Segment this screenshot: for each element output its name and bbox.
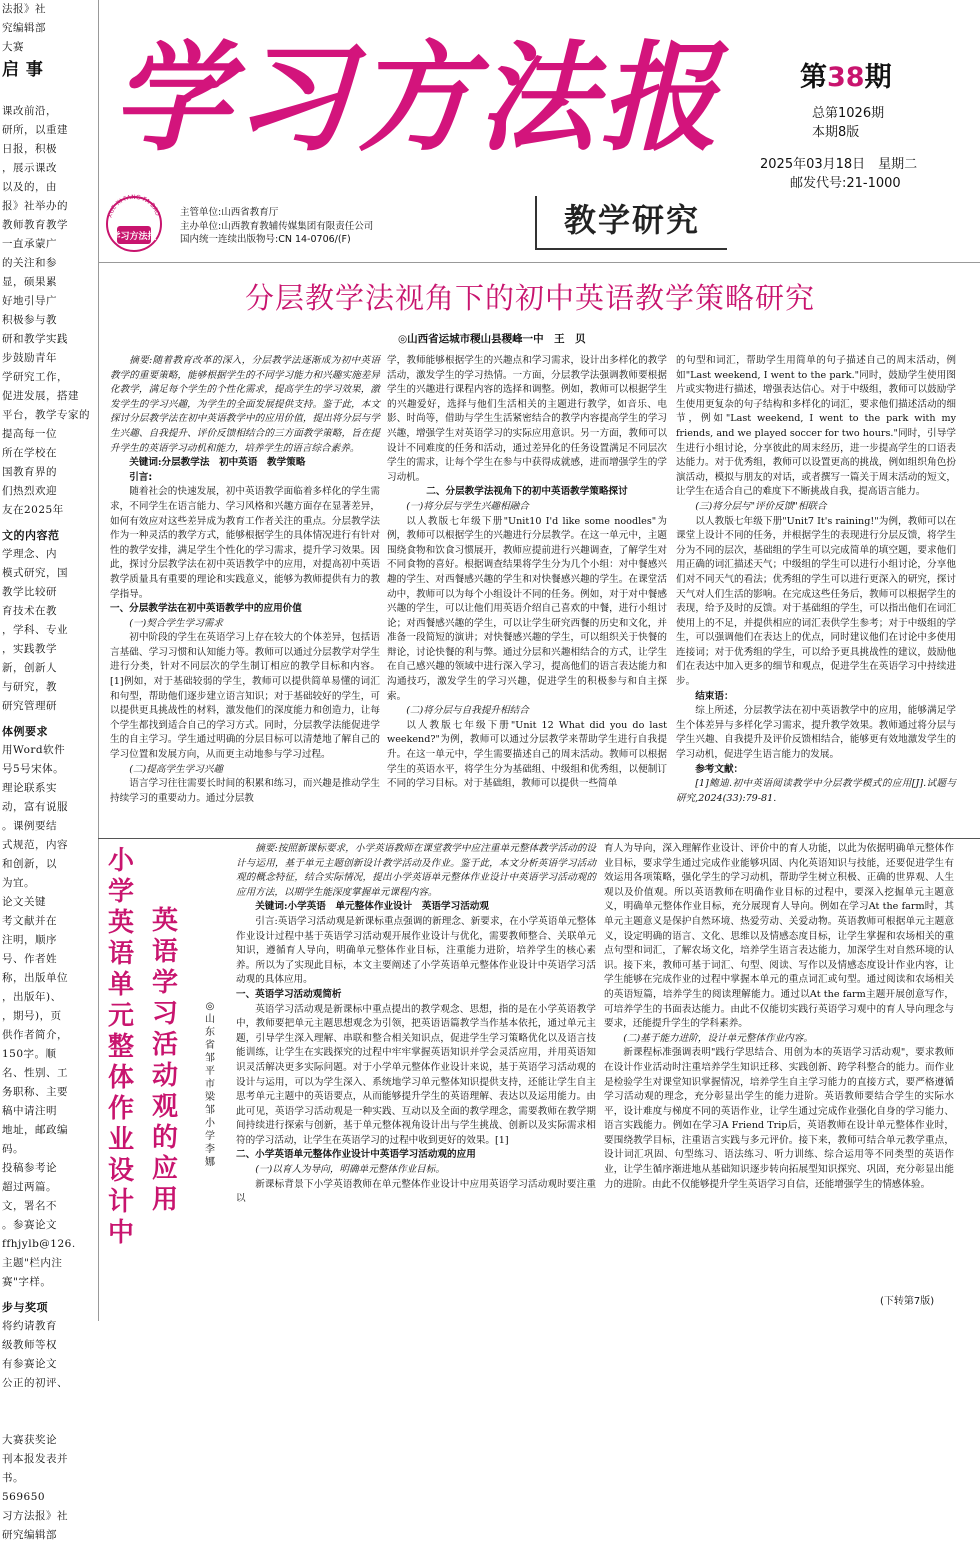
sidebar-line: 注明，顺序 xyxy=(2,934,57,946)
sidebar-line: 号5号宋体。 xyxy=(2,763,65,775)
logo-mark: 学习方法报 xyxy=(111,232,157,242)
sidebar-line: 习方法报》社 xyxy=(2,1510,68,1522)
sidebar-line: 积极参与教 xyxy=(2,314,57,326)
article2-section2-heading: 二、小学英语单元整体作业设计中英语学习活动观的应用 xyxy=(236,1149,476,1161)
sidebar-line: 称，出版单位 xyxy=(2,972,68,984)
sidebar-line: 研所，以重建 xyxy=(2,124,68,136)
sidebar-line: 用Word软件 xyxy=(2,744,66,756)
article1-intro: 随着社会的快速发展，初中英语教学面临着多样化的学生需求，不同学生在语言能力、学习风格和兴趣方面存在显著差异，如何有效应对这些差异成为教育工作者关注的重点。分层教学法作为一种灵活的教学方式，能够根据学生的具体情况进行有针对性的教学安排，满足学生个性化的学习需求，提升学习效果。因此，探讨分层教学法在初中英语教学中的应用，对提高初中英语教学质量具有重要的理论和实践意义，能够为教师提供有力的教学指导。 xyxy=(110,486,380,600)
sidebar-line: 日报，积极 xyxy=(2,143,57,155)
sidebar-line: 号、作者姓 xyxy=(2,953,57,965)
serial-number: 国内统一连续出版物号:CN 14-0706/(F) xyxy=(180,234,351,245)
sidebar-line: 名、性别、工 xyxy=(2,1067,68,1079)
article2-section2b-heading: (二)基于能力进阶，设计单元整体作业内容。 xyxy=(623,1032,813,1044)
article2-title-line-1: 小学英语单元整体作业设计中 xyxy=(107,846,134,1248)
article1-paragraph: 学，教师能够根据学生的兴趣点和学习需求，设计出多样化的教学活动，激发学生的学习热情。一方面，分层教学法强调教师要根据学生的兴趣进行课程内容的选择和调整。例如，教师可以根据学生的兴趣爱好，选择与他们生活相关的主题进行教学，如音乐、电影、时尚等，借助与学生生活紧密结合的教学内容提高学生的学习兴趣，增强学生对英语学习的实际应用意识。另一方面，教师可以设计不同难度的任务和活动，通过差异化的任务设置满足不同层次学生的需求，让每个学生在参与中获得成就感，进而增强学生的学习动机。 xyxy=(387,355,667,483)
edition-count: 本期8版 xyxy=(812,125,860,140)
article2-section2a-heading: (一)以育人为导向，明确单元整体作业目标。 xyxy=(255,1164,445,1176)
sidebar-line: 国教育界的 xyxy=(2,466,57,478)
sidebar-line: 。课例要结 xyxy=(2,820,57,832)
sidebar-line xyxy=(2,1412,98,1431)
article1-paragraph: 的句型和词汇，帮助学生用简单的句子描述自己的周末活动，例如"Last weekend, I went to the park."同时，鼓励学生使用图片或实物进行描述，增强表达信心。对于中级组，教师可以鼓励学生使用更复杂的句子结构和多样化的词汇，要求他们描述活动的细节，例如"Last weekend, I went to the park with my friends, and we played soccer for two hours."同时，引导学生进行小组讨论，分享彼此的周末经历，进一步提高学生的口语表达能力。对于优秀组，教师可以设置更高的挑战，例如组织角色扮演活动，模拟与朋友的对话，或者撰写一篇关于周末活动的短文，让学生在适合自己的难度下不断挑战自我，提高语言能力。 xyxy=(676,355,956,498)
sidebar-line: 刊本报发表并 xyxy=(2,1453,68,1465)
sidebar-line: 地址，邮政编 xyxy=(2,1124,68,1136)
sidebar-line: 研和教学实践 xyxy=(2,333,68,345)
article2-abstract: 摘要:按照新课标要求，小学英语教师在课堂教学中应注重单元整体教学活动的设计与运用，基于单元主题创新设计教学活动及作业。鉴于此，本文分析英语学习活动观的概念特征，结合实际情况，提出小学英语单元整体作业设计中英语学习活动观的应用方法，以期学生能深度掌握单元课程内容。 xyxy=(236,843,596,898)
sidebar-line: 公正的初评、 xyxy=(2,1377,68,1389)
article1-paragraph: 以人教版七年级下册"Unit10 I'd like some noodles"为例，教师可以根据学生的兴趣进行分层教学。在这一单元中，主题围绕食物和饮食习惯展开，教师应提前进行兴趣调查，了解学生对不同食物的喜好。根据调查结果将学生分为几个小组：对中餐感兴趣的学生、对西餐感兴趣的学生和对快餐感兴趣的学生。在课堂活动中，教师可以为每个小组设计不同的任务。例如，对于对中餐感兴趣的学生，可以让他们用英语介绍自己喜欢的中餐，进行小组讨论；对西餐感兴趣的学生，可以让学生研究西餐的历史和文化，并准备一段简短的演讲；对快餐感兴趣的学生，可以组织关于快餐的辩论，讨论快餐的利与弊。通过分层和兴趣相结合的方式，让学生在自己感兴趣的领域中进行深入学习，提高他们的语言表达能力和沟通技巧，激发学生的学习兴趣，促进学生的积极参与和自主探索。 xyxy=(387,515,667,702)
sidebar-line: ffhjylb@126. xyxy=(2,1238,76,1250)
article1-conclusion-heading: 结束语： xyxy=(695,690,734,702)
sidebar-line: 研究编辑部 xyxy=(2,1529,57,1541)
article1-intro-heading: 引言: xyxy=(129,471,153,483)
sidebar-line: 学理念、内 xyxy=(2,548,57,560)
sidebar-line: 投稿参考论 xyxy=(2,1162,57,1174)
sidebar-line: 级教师等权 xyxy=(2,1339,57,1351)
sidebar-line: 论文关键 xyxy=(2,896,46,908)
sidebar-line: 教师教育教学 xyxy=(2,219,68,231)
continued-notice: (下转第7版) xyxy=(880,1296,935,1307)
sidebar-line: 考文献并在 xyxy=(2,915,57,927)
total-issue: 总第1026期 xyxy=(812,106,885,121)
sidebar-line: 所在学校在 xyxy=(2,447,57,459)
section-banner xyxy=(535,196,727,250)
sidebar-line: 究编辑部 xyxy=(2,22,46,34)
sidebar-line: 超过两篇。 xyxy=(2,1181,57,1193)
date-info xyxy=(760,155,970,193)
sidebar-line: 主题"栏内注 xyxy=(2,1257,63,1269)
article1-keywords: 关键词:分层教学法 初中英语 教学策略 xyxy=(129,457,306,469)
issue-info xyxy=(800,60,970,142)
sidebar-line: 理论联系实 xyxy=(2,782,57,794)
sidebar-line: 码。 xyxy=(2,1143,24,1155)
sidebar-line: ，出版年)、 xyxy=(2,991,62,1003)
sidebar-line: 育技术在教 xyxy=(2,605,57,617)
article1-abstract: 摘要:随着教育改革的深入，分层教学法逐渐成为初中英语教学的重要策略，能够根据学生的不同学习能力和兴趣实施差异化教学，满足每个学生的个性化需求，提高学生的学习效果，激发学生的学习兴趣，为学生的全面发展提供支持。鉴于此，本文探讨分层教学法在初中英语教学中的应用价值，提出将分层与学生兴趣、自我提升、评价反馈相结合的三方面教学策略，旨在提升学生的英语学习动机和能力，培养学生的语言综合素养。 xyxy=(110,355,380,454)
sidebar-heading: 文的内容范 xyxy=(2,529,60,542)
article1-section2a-heading: (一)将分层与学生兴趣相融合 xyxy=(406,500,529,512)
sidebar-notice-title: 启 事 xyxy=(2,60,44,80)
logo-arc-text: XUE XI FANG FA BAO xyxy=(106,193,162,219)
sidebar-line: 的关注和参 xyxy=(2,257,57,269)
sidebar-line: 提高每一位 xyxy=(2,428,57,440)
sidebar-line: 模式研究，国 xyxy=(2,567,68,579)
sidebar-line: 式规范，内容 xyxy=(2,839,68,851)
sponsor-line-1: 主管单位:山西省教育厅 xyxy=(180,207,279,218)
sponsor-line-2: 主办单位:山西教育教辅传媒集团有限责任公司 xyxy=(180,220,374,232)
article1-references-heading: 参考文献： xyxy=(695,763,744,775)
article1-paragraph: 语言学习往往需要长时间的积累和练习，而兴趣是推动学生持续学习的重要动力。通过分层教 xyxy=(110,778,380,804)
sidebar-line: 教学比较研 xyxy=(2,586,57,598)
sidebar-line: 好地引导广 xyxy=(2,295,57,307)
sidebar-line: 友在2025年 xyxy=(2,504,64,516)
article2-paragraph: 育人为导向，深入理解作业设计、评价中的育人功能，以此为依据明确单元整体作业目标，要求学生通过完成作业能够巩固、内化英语知识与技能，还要促进学生有效运用各项策略，强化学生的学习动机，帮助学生树立积极、正确的世界观、人生观以及价值观。所以英语教师在明确作业目标的过程中，要深入挖掘单元主题意义，明确单元整体作业目标，充分展现育人导向。例如在学习At the farm时，其单元主题意义是保护自然环境、热爱劳动、关爱动物。英语教师可根据单元主题意义，设定明确的语言、文化、思维以及情感态度目标，让学生掌握和农场相关的重点句型和词汇，了解农场文化，培养学生语言表达能力，加深学生对自然环境的认识。接下来，教师可基于词汇、句型、阅读、写作以及情感态度设计作业内容，让学生能够在完成作业的过程中掌握本单元的重点词汇或句型。通过阅读和农场相关的英语短篇，培养学生的阅读理解能力。通过以At the farm主题开展创意写作，可培养学生的书面表达能力。由此不仅能切实践行英语学习观中的育人导向理念与要求，还能提升学生的学科素养。 xyxy=(604,843,954,1030)
sidebar-line: 一直承蒙广 xyxy=(2,238,57,250)
sidebar-heading: 体例要求 xyxy=(2,725,48,738)
issue-date: 2025年03月18日 星期二 xyxy=(760,157,918,172)
article1-section2c-heading: (三)将分层与"评价反馈"相联合 xyxy=(695,500,827,512)
sidebar-line: 569650 xyxy=(2,1491,46,1503)
sidebar-line: ，学科、专业 xyxy=(2,624,68,636)
sidebar-line: 以及的，由 xyxy=(2,181,57,193)
sidebar-line: 150字。顺 xyxy=(2,1048,57,1060)
sidebar-line: 供作者简介， xyxy=(2,1029,68,1041)
sidebar-line: ，展示课改 xyxy=(2,162,57,174)
sidebar-line: 和创新，以 xyxy=(2,858,57,870)
article1-column-3 xyxy=(676,354,956,838)
sidebar-line: ，实践教学 xyxy=(2,643,57,655)
article2-column-1 xyxy=(236,842,596,1290)
section-name: 教学研究 xyxy=(563,201,700,239)
article1-section1b-heading: (二)提高学生学习兴趣 xyxy=(129,763,224,775)
newspaper-logo xyxy=(105,188,163,256)
sidebar-line: 学研究工作， xyxy=(2,371,68,383)
article1-section2-heading: 二、分层教学法视角下的初中英语教学策略探讨 xyxy=(426,486,628,498)
sidebar-line: 们热烈欢迎 xyxy=(2,485,57,497)
masthead-divider xyxy=(98,262,980,263)
sidebar-line: 课改前沿， xyxy=(2,105,57,117)
sidebar-line: 稿中请注明 xyxy=(2,1105,57,1117)
newspaper-title: 学习方法报 xyxy=(112,28,723,167)
article1-reference: [1]鲍迪.初中英语阅读教学中分层教学模式的应用[J].试题与研究,2024(33):79-81. xyxy=(676,778,956,804)
left-adjacent-column xyxy=(0,0,99,1541)
article1-paragraph: 初中阶段的学生在英语学习上存在较大的个体差异，包括语言基础、学习习惯和认知能力等。教师可以通过分层教学对学生进行分类，针对不同层次的学生制订相应的教学目标和内容。[1]例如，对于基础较弱的学生，教师可以提供简单易懂的词汇和句型，帮助他们逐步建立语言知识；对于基础较好的学生，可以提供更具挑战性的材料，激发他们的深度能力和创造力，让每个学生都找到适合自己的学习方式。同时，分层教学法能促进学生的自主学习。学生通过明确的分层目标可以清楚地了解自己的学习位置和发展方向，从而更主动地参与学习过程。 xyxy=(110,632,380,761)
article2-paragraph: 新课标背景下小学英语教师在单元整体作业设计中应用英语学习活动观时要注重以 xyxy=(236,1178,596,1205)
article1-paragraph: 以人教版七年级下册"Unit 12 What did you do last weekend?"为例，教师可以通过分层教学来帮助学生进行自我提升。在这一单元中，学生需要描述自己的周末活动。教师可以根据学生的英语水平，将学生分为基础组、中级组和优秀组，以便制订不同的学习目标。对于基础组，教师可以提供一些简单 xyxy=(387,719,667,790)
article1-section2b-heading: (二)将分层与自我提升相结合 xyxy=(406,705,529,717)
article2-title-line-2: 英语学习活动观的应用 xyxy=(151,906,178,1215)
article1-section1-heading: 一、分层教学法在初中英语教学中的应用价值 xyxy=(110,603,302,615)
sidebar-line: 大赛 xyxy=(2,41,24,53)
sidebar-line xyxy=(2,1393,98,1412)
sidebar-line: 大赛获奖论 xyxy=(2,1434,57,1446)
sidebar-line: 显，硕果累 xyxy=(2,276,57,288)
sidebar-line: ，期号)，页 xyxy=(2,1010,62,1022)
article2-intro: 引言:英语学习活动观是新课标重点强调的新理念、新要求，在小学英语单元整体作业设计过程中基于英语学习活动观开展作业设计与优化，需要教师整合、关联单元知识，遵循育人导向，明确单元整体作业目标，注重能力进阶，培养学生的核心素养。所以为了实现此目标，本文主要阐述了小学英语单元整体作业设计中英语学习活动观的具体应用。 xyxy=(236,915,596,986)
article1-section1a-heading: (一)契合学生学习需求 xyxy=(129,617,224,629)
sponsor-info xyxy=(180,206,373,247)
article2-keywords: 关键词:小学英语 单元整体作业设计 英语学习活动观 xyxy=(255,901,489,913)
sidebar-line: 步鼓励青年 xyxy=(2,352,57,364)
postal-code: 邮发代号:21-1000 xyxy=(790,176,901,191)
sidebar-line: 文，署名不 xyxy=(2,1200,57,1212)
sidebar-line: 促进发展，搭建 xyxy=(2,390,79,402)
sidebar-line: 平台，教学专家的 xyxy=(2,409,90,421)
sidebar-line: 动，富有说服 xyxy=(2,801,68,813)
sidebar-line xyxy=(2,83,98,102)
article1-paragraph: 以人教版七年级下册"Unit7 It's raining!"为例，教师可以在课堂上设计不同的任务，并根据学生的表现进行分层反馈，将学生分为不同的层次，基础组的学生可以完成简单的填空题，要求他们用正确的词汇描述天气；中级组的学生可以进行小组讨论，分享他们对不同天气的看法；优秀组的学生可以进行更深入的研究，探讨天气对人们生活的影响。在完成这些任务后，教师可以根据学生的表现，给予及时的反馈。对于基础组的学生，可以指出他们在词汇使用上的不足，并提供相应的词汇表供学生参考；对于中级组的学生，可以强调他们在表达上的优点，同时建议他们在讨论中多使用连接词；对于优秀组的学生，可以给予更具挑战性的建议，鼓励他们在表达中加入更多的细节和观点，促进学生在英语学习中持续进步。 xyxy=(676,515,956,688)
article1-headline: 分层教学法视角下的初中英语教学策略研究 xyxy=(244,281,815,315)
article1-byline: ◎山西省运城市稷山县稷峰一中 王 贝 xyxy=(398,333,586,345)
article2-paragraph: 新课程标准强调表明"践行学思结合、用创为本的英语学习活动观"，要求教师在设计作业活动时注重培养学生知识迁移、实践创新、跨学科整合的能力。而作业是检验学生对课堂知识掌握情况，培养学生自主学习能力的直接方式，要严格遵循学习活动观的理念，充分彰显出学生的能力进阶。英语教师要结合学生的实际水平，设计难度与梯度不同的英语作业，让学生通过完成作业强化自身的学习能力、语言实践能力。例如在学习A Friend Trip后，英语教师在设计单元整体作业时，要围绕教学目标，注重语言实践与多元评价。接下来，教师可结合单元教学重点，设计词汇巩固、句型练习、语法练习、听力训练、综合运用等不同类型的英语作业，让学生循序渐进地从基础知识逐步转向拓展型知识探究、巩固，充分彰显出能力的进阶。由此不仅能够提升学生英语学习自信，还能增强学生的情感体验。 xyxy=(604,1047,954,1190)
sidebar-line: 。参赛论文 xyxy=(2,1219,57,1231)
sidebar-heading: 步与奖项 xyxy=(2,1301,48,1314)
sidebar-line: 赛"字样。 xyxy=(2,1276,52,1288)
article2-column-2 xyxy=(604,842,954,1290)
article2-paragraph: 英语学习活动观是新课标中重点提出的教学观念、思想，指的是在小学英语教学中，教师要把单元主题思想观念为引领，把英语语篇教学当作基本依托，通过单元主题，引导学生深入理解、串联和整合相关知识点，促进学生学习策略优化以及语言技能训练，让学生在实践探究的过程中牢牢掌握英语知识并学会灵活应用，并用英语知识灵活解决更多实际问题。对于小学单元整体作业设计来说，基于英语学习活动观的设计与运用，可以为学生深入、系统地学习单元整体知识提供支持，还能让学生自主思考单元主题中的英语要点，从而能够提升学生的英语理解、表达以及运用能力。由此可见，英语学习活动观是一种实践、互动以及全面的教学理念，需要教师在教学期间持续进行探索与创新，基于单元整体视角设计出与学生挑战、创新以及实际需求相符的学习活动，让学生在英语学习的过程中收到更好的效果。[1] xyxy=(236,1003,596,1146)
sidebar-line: 法报》社 xyxy=(2,3,46,15)
sidebar-line: 将约请教育 xyxy=(2,1320,57,1332)
sidebar-line: 研究管理研 xyxy=(2,700,57,712)
sidebar-line: 与研究，教 xyxy=(2,681,57,693)
sidebar-line: 务职称、主要 xyxy=(2,1086,68,1098)
sidebar-line: 为宜。 xyxy=(2,877,35,889)
article-divider xyxy=(98,838,980,839)
sidebar-line: 新，创新人 xyxy=(2,662,57,674)
article2-section1-heading: 一、英语学习活动观简析 xyxy=(236,988,342,1000)
sidebar-line: 书。 xyxy=(2,1472,24,1484)
article1-conclusion: 综上所述，分层教学法在初中英语教学中的应用，能够满足学生个体差异与多样化学习需求，提升教学效果。教师通过将分层与学生兴趣、自我提升及评价反馈相结合，能够更有效地激发学生的学习动机，促进学生语言能力的发展。 xyxy=(676,705,956,761)
issue-number: 第38期 xyxy=(800,62,892,93)
article2-byline: ◎山东省邹平市梁邹小学 李 娜 xyxy=(205,1001,225,1168)
article1-column-1 xyxy=(110,354,380,838)
sidebar-line: 有参赛论文 xyxy=(2,1358,57,1370)
article1-column-2 xyxy=(387,354,667,838)
sidebar-line: 报》社举办的 xyxy=(2,200,68,212)
